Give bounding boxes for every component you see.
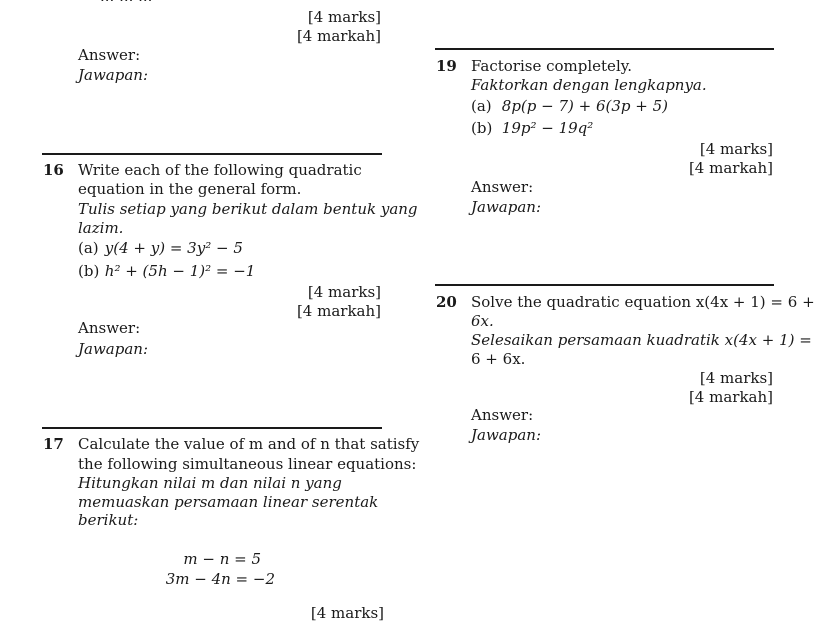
q19-divider [435,48,774,50]
q16-divider [42,153,382,155]
q19-part-b-expr: 19p² − 19q² [501,119,594,137]
q16-part-a-expr: y(4 + y) = 3y² − 5 [104,239,243,257]
q17-divider [42,427,382,429]
q16-part-b [78,262,255,281]
q16-part-a [78,239,243,258]
q16-part-a-label: (a) [78,239,99,257]
q20-marks-my: [4 markah] [688,388,773,406]
q20-prompt-en-2: 6x. [471,312,494,330]
q19-number: 19 [436,57,457,75]
q17-prompt-my-2: memuaskan persamaan linear serentak [78,493,379,511]
q19-part-b-label: (b) [471,119,493,137]
q16-part-b-expr: h² + (5h − 1)² = −1 [104,262,256,280]
q20-prompt-my-1: Selesaikan persamaan kuadratik x(4x + 1) = [471,331,812,349]
q17-marks-clip [300,604,390,622]
q19-prompt-my: Faktorkan dengan lengkapnya. [471,76,707,94]
q19-part-b [471,119,593,138]
q19-part-a [471,97,668,116]
q16-marks-my: [4 markah] [296,302,381,320]
q16-answer-label: Answer: [78,319,141,337]
q19-answer-label: Answer: [471,178,534,196]
prev-marks-my: [4 markah] [296,27,381,45]
q20-divider [435,284,774,286]
q17-equation-2: 3m − 4n = −2 [165,570,275,588]
q19-prompt-en: Factorise completely. [471,57,632,75]
q17-prompt-my-3: berikut: [78,511,139,529]
q20-marks-en: [4 marks] [699,369,773,387]
q19-part-a-expr: 8p(p − 7) + 6(3p + 5) [501,97,669,115]
q19-part-a-label: (a) [471,97,492,115]
q20-number: 20 [436,293,457,311]
q16-number: 16 [43,161,64,179]
q16-marks-en: [4 marks] [307,283,381,301]
q19-marks-my: [4 markah] [688,159,773,177]
q16-prompt-my-2: lazim. [78,219,124,237]
q16-answer-label-my: Jawapan: [78,340,148,358]
top-cut-fragment [100,0,180,5]
q19-answer-label-my: Jawapan: [471,198,541,216]
q19-marks-en: [4 marks] [699,140,773,158]
q17-number: 17 [43,435,64,453]
q16-prompt-my-1: Tulis setiap yang berikut dalam bentuk yang [78,200,418,218]
q17-marks-en: [4 marks] [310,604,384,622]
q16-prompt-en-2: equation in the general form. [78,180,302,198]
q17-prompt-en-1: Calculate the value of m and of n that satisfy [78,435,420,453]
q16-prompt-en-1: Write each of the following quadratic [78,161,362,179]
q17-prompt-my-1: Hitungkan nilai m dan nilai n yang [78,474,342,492]
q20-prompt-my-2: 6 + 6x. [471,350,526,368]
q17-equation-1: m − n = 5 [183,550,261,568]
q17-prompt-en-2: the following simultaneous linear equations: [78,455,417,473]
q20-answer-label: Answer: [471,406,534,424]
q20-prompt-en-1: Solve the quadratic equation x(4x + 1) = 6 + [471,293,815,311]
prev-answer-label-my: Jawapan: [78,66,148,84]
prev-answer-label: Answer: [78,46,141,64]
prev-marks-en: [4 marks] [307,8,381,26]
q16-part-b-label: (b) [78,262,100,280]
q20-answer-label-my: Jawapan: [471,426,541,444]
